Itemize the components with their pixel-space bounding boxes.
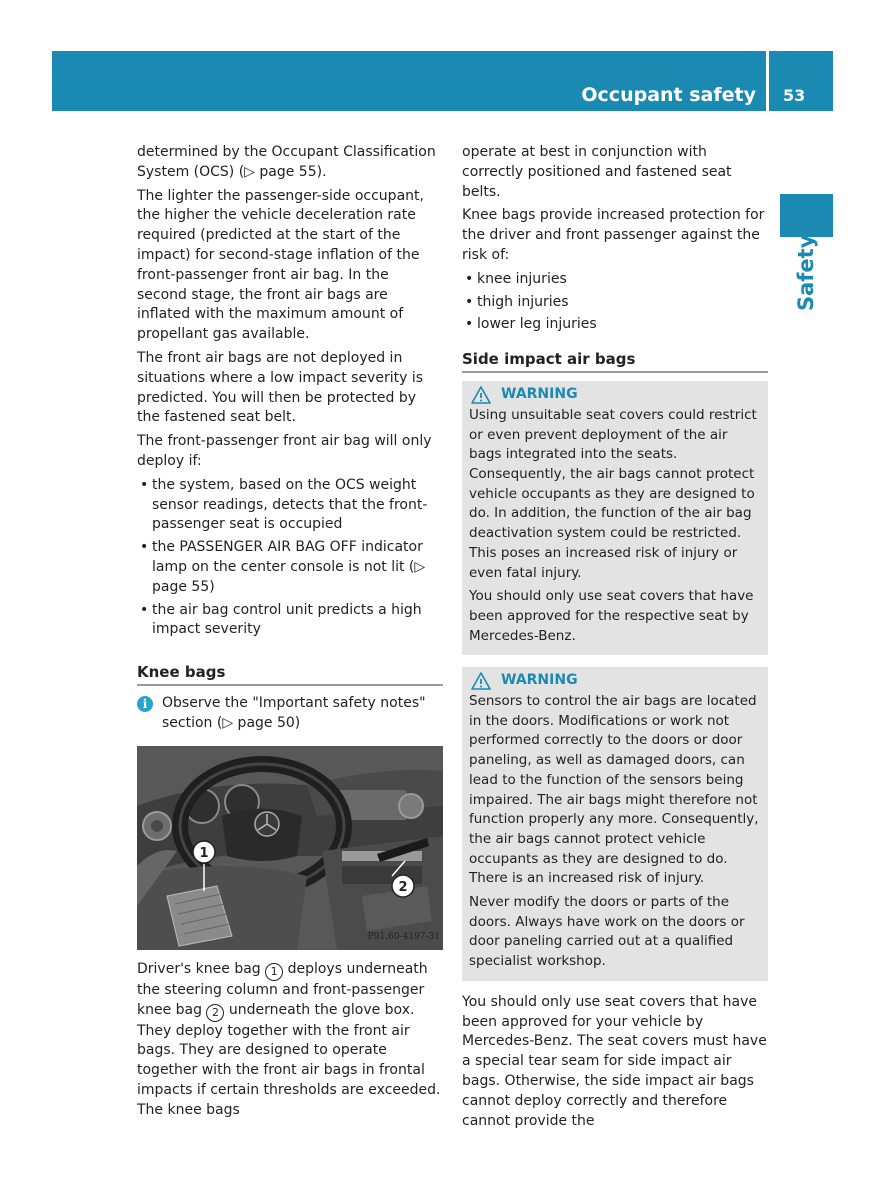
list-item: • thigh injuries xyxy=(462,293,768,313)
side-tab-marker xyxy=(780,194,833,237)
header-bar xyxy=(52,51,766,111)
warning-header xyxy=(469,671,761,691)
paragraph: operate at best in conjunction with correctly positioned and fastened seat belts. xyxy=(462,144,732,200)
bullet-list xyxy=(462,270,768,335)
page-number-box xyxy=(769,51,833,111)
paragraph: You should only use seat covers that have been approved for your vehicle by Mercedes-Benz. The seat covers must have a special tear seam for side impact air bags. Otherwise, the side impact air bags cannot deploy correctly and therefore cannot provide the xyxy=(462,993,767,1129)
figure-callout-2: 2 xyxy=(398,879,408,895)
knee-bag-figure xyxy=(137,746,443,950)
warning-title: WARNING xyxy=(501,386,578,403)
warning-triangle-icon xyxy=(471,386,491,404)
paragraph: The front-passenger front air bag will only deploy if: xyxy=(137,433,432,469)
figure-callout-1: 1 xyxy=(199,845,209,861)
bullet-list xyxy=(137,476,443,640)
warning-header xyxy=(469,385,761,405)
paragraph: The front air bags are not deployed in situations where a low impact severity is predicted. You will then be protected by the fastened seat belt. xyxy=(137,349,424,426)
callout-number-1: 1 xyxy=(265,963,283,981)
text-run: deploys underneath the steering column and front-passenger knee bag xyxy=(137,960,428,1018)
paragraph: determined by the Occupant Classification System (OCS) (▷ page 55). xyxy=(137,144,436,180)
text-run: underneath the glove box. They deploy together with the front air bags. They are designed to operate together with the front air bags in frontal impacts if certain thresholds are exceeded. The knee bags xyxy=(137,1001,441,1118)
page-number: 53 xyxy=(783,86,806,105)
info-icon: i xyxy=(137,696,153,712)
section-heading-side-impact: Side impact air bags xyxy=(462,349,768,373)
figure-code: P91.60-4197-31 xyxy=(367,931,440,942)
car-interior-illustration xyxy=(137,746,443,950)
list-item: • the PASSENGER AIR BAG OFF indicator lamp on the center console is not lit (▷ page 55) xyxy=(137,538,443,597)
warning-text: Never modify the doors or parts of the doors. Always have work on the doors or door paneling carried out at a qualified specialist workshop. xyxy=(469,894,745,970)
warning-box xyxy=(462,667,768,981)
list-item: • knee injuries xyxy=(462,270,768,290)
paragraph xyxy=(137,960,443,1121)
info-note-text: Observe the "Important safety notes" section (▷ page 50) xyxy=(162,695,426,731)
paragraph: The lighter the passenger-side occupant, the higher the vehicle deceleration rate required (predicted at the start of the impact) for second-stage inflation of the front-passenger front air bag. In the second stage, the front air bags are inflated with the maximum amount of propellant gas available. xyxy=(137,187,424,343)
warning-title: WARNING xyxy=(501,672,578,689)
warning-triangle-icon xyxy=(471,672,491,690)
warning-text: You should only use seat covers that have been approved for the respective seat by Mercedes-Benz. xyxy=(469,588,754,644)
callout-number-2: 2 xyxy=(206,1004,224,1022)
list-item: • lower leg injuries xyxy=(462,315,768,335)
text-run: Driver's knee bag xyxy=(137,960,261,977)
right-column xyxy=(462,143,768,1135)
list-item: • the air bag control unit predicts a high impact severity xyxy=(137,601,443,641)
left-column xyxy=(137,143,443,1125)
page-section-title: Occupant safety xyxy=(581,84,756,106)
list-item: • the system, based on the OCS weight sensor readings, detects that the front-passenger seat is occupied xyxy=(137,476,443,535)
side-tab-label: Safety xyxy=(794,234,818,311)
paragraph: Knee bags provide increased protection for the driver and front passenger against the risk of: xyxy=(462,207,765,263)
section-heading-knee-bags: Knee bags xyxy=(137,662,443,686)
info-note xyxy=(137,694,443,734)
warning-text: Using unsuitable seat covers could restrict or even prevent deployment of the air bags integrated into the seats. Consequently, the air bags cannot protect vehicle occupants as they are designed to do. In addition, the function of the air bag deactivation system could be restricted. This poses an increased risk of injury or even fatal injury. xyxy=(469,406,757,581)
warning-box xyxy=(462,381,768,655)
warning-text: Sensors to control the air bags are located in the doors. Modifications or work not performed correctly to the doors or door paneling, as well as damaged doors, can lead to the function of the sensors being impaired. The air bags might therefore not function properly any more. Consequently, the air bags cannot protect vehicle occupants as they are designed to do. There is an increased risk of injury. xyxy=(469,693,759,887)
